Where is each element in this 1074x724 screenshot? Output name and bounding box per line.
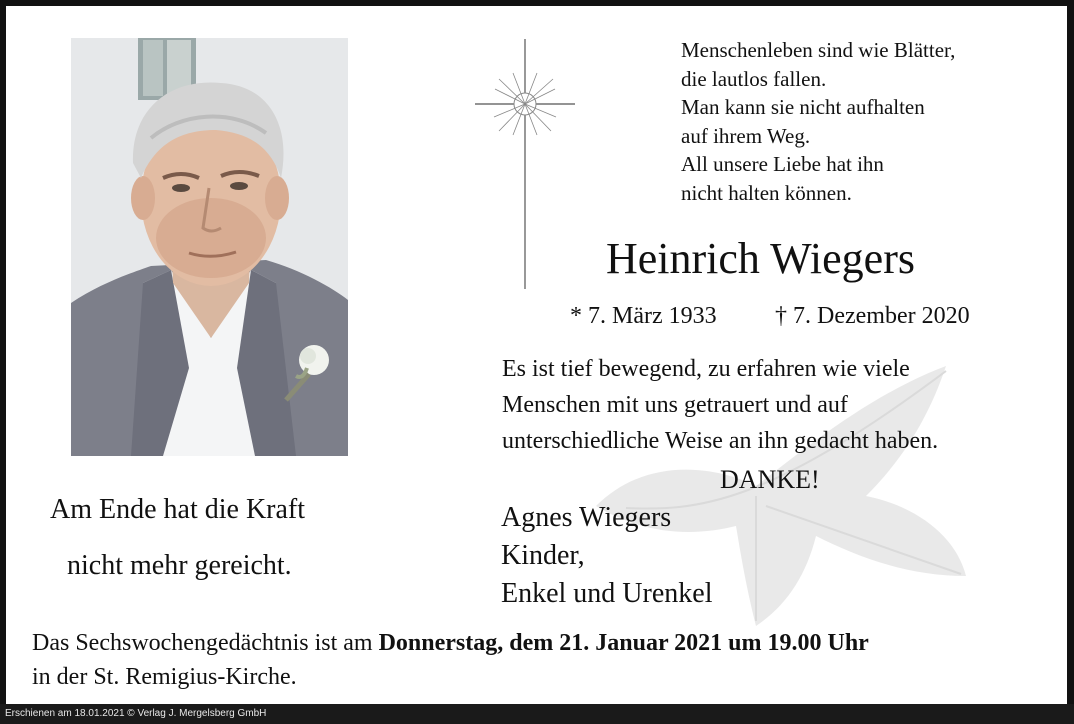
death-date: † 7. Dezember 2020: [775, 303, 970, 329]
poem-line: Man kann sie nicht aufhalten: [681, 95, 925, 119]
memorial-prefix: Das Sechswochengedächtnis ist am: [32, 630, 379, 656]
footer-text: Erschienen am 18.01.2021 © Verlag J. Mergelsberg GmbH: [5, 708, 267, 719]
message-line: unterschiedliche Weise an ihn gedacht haben.: [502, 428, 939, 454]
portrait-photo: [71, 38, 348, 456]
message-line: Es ist tief bewegend, zu erfahren wie viele: [502, 356, 910, 382]
family-line: Agnes Wiegers: [501, 502, 672, 533]
family-line: Kinder,: [501, 540, 585, 571]
birth-date: * 7. März 1933: [570, 303, 717, 329]
poem-line: Menschenleben sind wie Blätter,: [681, 38, 956, 62]
poem: [681, 36, 955, 207]
danke-heading: DANKE!: [720, 465, 820, 494]
memorial-location: in der St. Remigius-Kirche.: [32, 664, 297, 690]
quote-line-2: nicht mehr gereicht.: [67, 550, 292, 581]
poem-line: nicht halten können.: [681, 180, 852, 205]
quote-line-1: Am Ende hat die Kraft: [50, 494, 306, 525]
poem-line: All unsere Liebe hat ihn: [681, 152, 884, 176]
cross-with-sunburst-icon: [473, 39, 583, 291]
publication-footer: [0, 704, 1074, 724]
obituary-card: [6, 6, 1067, 704]
deceased-name: Heinrich Wiegers: [606, 234, 915, 283]
poem-line: die lautlos fallen.: [681, 66, 827, 91]
memorial-notice: [32, 630, 869, 657]
memorial-date: Donnerstag, dem 21. Januar 2021 um 19.00 Uhr: [378, 630, 869, 656]
message-line: Menschen mit uns getrauert und auf: [502, 392, 848, 418]
poem-line: auf ihrem Weg.: [681, 123, 811, 148]
family-line: Enkel und Urenkel: [501, 578, 713, 609]
thanks-message: [502, 351, 938, 459]
family-signature: [501, 499, 713, 613]
